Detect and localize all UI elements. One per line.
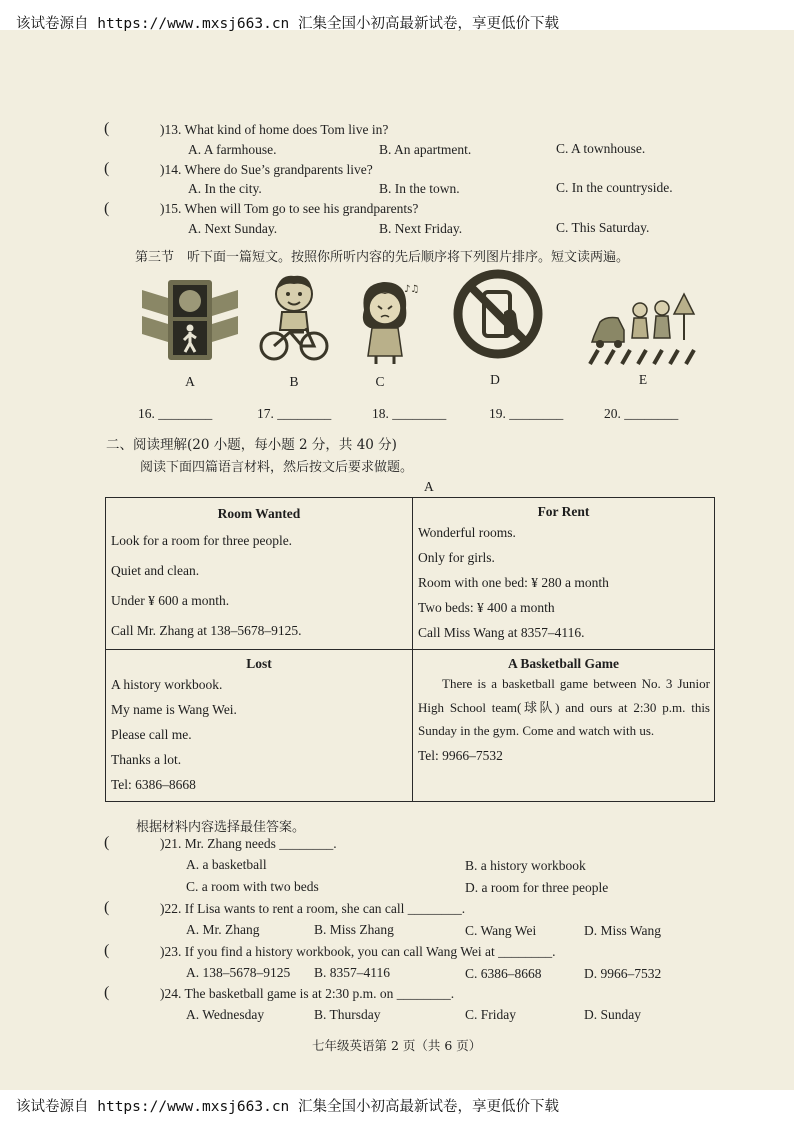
question-15-option-a: A. Next Sunday. (188, 221, 278, 236)
ad-line: Thanks a lot. (111, 752, 182, 767)
question-23-option-a: A. 138–5678–9125 (186, 965, 291, 980)
ad-line: Tel: 6386–8668 (111, 777, 196, 792)
question-22-option-b: B. Miss Zhang (314, 922, 394, 937)
ad-lost (106, 650, 413, 802)
question-22-option-a: A. Mr. Zhang (186, 922, 260, 937)
part-2-instruction: 阅读下面四篇语言材料，然后按文后要求做题。 (140, 460, 414, 475)
question-13-stem: )13. What kind of home does Tom live in? (160, 122, 389, 137)
ad-line: Please call me. (111, 727, 192, 742)
question-23-option-b: B. 8357–4116 (314, 965, 391, 980)
answer-blank-18[interactable]: 18. ________ (372, 406, 447, 421)
question-21-stem: )21. Mr. Zhang needs ________. (160, 836, 337, 851)
question-14-option-c: C. In the countryside. (556, 180, 673, 195)
girl-holding-ears-icon (350, 276, 422, 364)
picture-label-d: D (490, 372, 500, 387)
reading-instruction: 根据材料内容选择最佳答案。 (136, 820, 306, 835)
question-22-option-c: C. Wang Wei (465, 923, 537, 938)
question-14-stem: )14. Where do Sue’s grandparents live? (160, 162, 373, 177)
question-21-option-b: B. a history workbook (465, 858, 586, 873)
traffic-light-icon (138, 276, 242, 364)
answer-blank-16[interactable]: 16. ________ (138, 406, 213, 421)
question-13-option-a: A. A farmhouse. (188, 142, 277, 157)
ad-room-wanted (106, 498, 413, 650)
svg-text:♪♫: ♪♫ (404, 284, 420, 295)
answer-paren: ( (104, 834, 110, 851)
answer-blank-20[interactable]: 20. ________ (604, 406, 679, 421)
question-24-option-c: C. Friday (465, 1007, 517, 1022)
question-24-option-a: A. Wednesday (186, 1007, 265, 1022)
question-22-stem: )22. If Lisa wants to rent a room, she can call ________. (160, 901, 466, 916)
question-23-option-d: D. 9966–7532 (584, 966, 662, 981)
answer-paren: ( (104, 200, 110, 217)
ad-paragraph: There is a basketball game between No. 3 Junior High School team(球队) and ours at 2:30 p.m. this Sunday in the gym. Come and watch with us. (418, 676, 710, 738)
no-phone-sign-icon (452, 268, 544, 360)
part-2-heading: 二、阅读理解(20 小题，每小题 2 分，共 40 分) (106, 437, 397, 453)
ad-line: My name is Wang Wei. (111, 702, 237, 717)
question-24-option-b: B. Thursday (314, 1007, 381, 1022)
child-on-bicycle-icon (258, 272, 330, 364)
question-15-option-b: B. Next Friday. (379, 221, 463, 236)
source-banner-top[interactable]: 该试卷源自 https://www.mxsj663.cn 汇集全国小初高最新试卷，享更低价下载 (16, 16, 560, 32)
picture-label-a: A (185, 374, 195, 389)
ad-line: Two beds: ¥ 400 a month (418, 600, 555, 615)
ad-line: Look for a room for three people. (111, 533, 293, 548)
picture-label-e: E (638, 372, 648, 387)
ads-table (105, 497, 715, 802)
source-banner-bottom[interactable]: 该试卷源自 https://www.mxsj663.cn 汇集全国小初高最新试卷，享更低价下载 (16, 1099, 560, 1115)
answer-paren: ( (104, 160, 110, 177)
question-21-option-d: D. a room for three people (465, 880, 609, 895)
question-21-option-c: C. a room with two beds (186, 879, 319, 894)
ad-line: Room with one bed: ¥ 280 a month (418, 575, 609, 590)
question-23-option-c: C. 6386–8668 (465, 966, 542, 981)
question-23-stem: )23. If you find a history workbook, you can call Wang Wei at ________. (160, 944, 556, 959)
question-15-option-c: C. This Saturday. (556, 220, 650, 235)
ad-for-rent (413, 498, 715, 650)
question-24-stem: )24. The basketball game is at 2:30 p.m. on ________. (160, 986, 455, 1001)
crosswalk-children-icon (584, 290, 702, 366)
answer-paren: ( (104, 984, 110, 1001)
answer-blank-17[interactable]: 17. ________ (257, 406, 332, 421)
question-14-option-b: B. In the town. (379, 181, 460, 196)
answer-paren: ( (104, 899, 110, 916)
ad-title: A Basketball Game (507, 656, 619, 671)
section-3-heading: 第三节 听下面一篇短文。按照你所听内容的先后顺序将下列图片排序。短文读两遍。 (135, 250, 630, 265)
ad-line: Only for girls. (418, 550, 495, 565)
answer-paren: ( (104, 942, 110, 959)
passage-label: A (424, 479, 434, 494)
page-footer: 七年级英语第 2 页（共 6 页） (312, 1038, 482, 1053)
question-13-option-b: B. An apartment. (379, 142, 472, 157)
ad-line: Tel: 9966–7532 (418, 747, 503, 763)
picture-label-c: C (375, 374, 385, 389)
question-24-option-d: D. Sunday (584, 1007, 641, 1022)
ad-line: Under ¥ 600 a month. (111, 593, 230, 608)
question-15-stem: )15. When will Tom go to see his grandparents? (160, 201, 419, 216)
ad-line: Quiet and clean. (111, 563, 200, 578)
question-13-option-c: C. A townhouse. (556, 141, 646, 156)
answer-blank-19[interactable]: 19. ________ (489, 406, 564, 421)
question-21-option-a: A. a basketball (186, 857, 267, 872)
ad-title: Room Wanted (217, 506, 301, 521)
ad-line: Wonderful rooms. (418, 525, 516, 540)
ad-line: Call Mr. Zhang at 138–5678–9125. (111, 623, 302, 638)
ad-title: Lost (246, 656, 272, 671)
question-22-option-d: D. Miss Wang (584, 923, 662, 938)
question-14-option-a: A. In the city. (188, 181, 262, 196)
ad-title: For Rent (537, 504, 590, 519)
picture-label-b: B (289, 374, 299, 389)
ad-line: Call Miss Wang at 8357–4116. (418, 625, 585, 640)
answer-paren: ( (104, 120, 110, 137)
ad-basketball-game (413, 650, 715, 802)
ad-line: A history workbook. (111, 677, 223, 692)
